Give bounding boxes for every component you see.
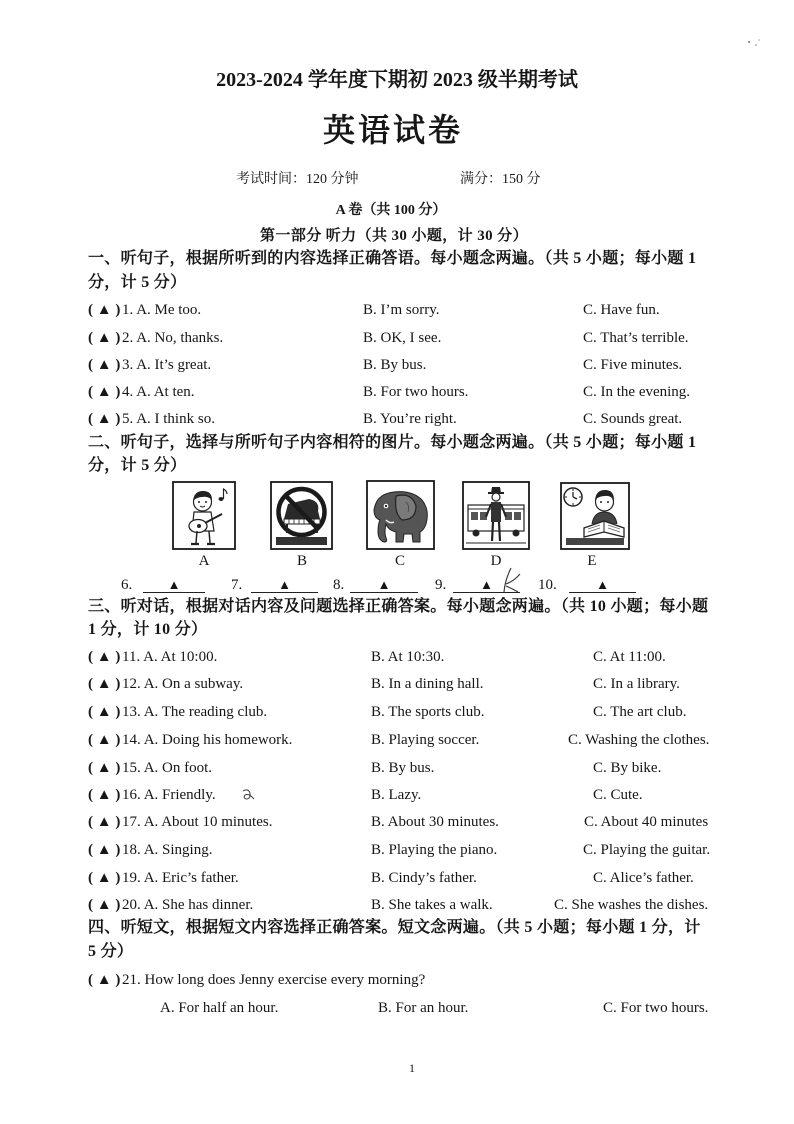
question-stem [122, 648, 217, 666]
answer-underline-blank: ▲ [569, 576, 636, 593]
option-a: A. On foot. [143, 760, 213, 776]
question-row [0, 786, 794, 804]
section3-heading-continued: 1 分，计 10 分） [88, 621, 208, 638]
question-stem [122, 731, 292, 749]
question-stem [122, 703, 267, 721]
question-options-row [0, 999, 794, 1017]
question-row [0, 971, 794, 989]
answer-blank: ( ▲ ) [88, 704, 121, 720]
question-text: How long does Jenny exercise every morning? [144, 972, 426, 988]
scan-speck-marks [744, 36, 764, 50]
question-row [0, 356, 794, 374]
question-row [0, 759, 794, 777]
picture-c-elephant [366, 480, 435, 550]
question-number: 17. [122, 814, 141, 830]
question-stem [122, 896, 253, 914]
question-stem [122, 869, 239, 887]
question-row [0, 383, 794, 401]
option-a: A. Eric’s father. [143, 870, 239, 886]
picture-e-child-reading-with-clock [560, 482, 630, 550]
picture-label: E [587, 553, 597, 569]
option-b: B. OK, I see. [363, 330, 442, 346]
option-c: C. Sounds great. [583, 411, 683, 427]
question-number: 13. [122, 704, 141, 720]
option-a: A. Doing his homework. [143, 732, 293, 748]
question-number: 4. [122, 384, 134, 400]
volume-heading: A 卷（共 100 分） [335, 203, 447, 218]
option-c: C. About 40 minutes [584, 814, 709, 830]
option-a: A. On a subway. [143, 676, 244, 692]
option-c: C. Have fun. [583, 302, 660, 318]
option-b: B. At 10:30. [371, 649, 445, 665]
question-stem [122, 301, 201, 319]
question-stem [122, 356, 211, 374]
question-row [0, 841, 794, 859]
question-row [0, 301, 794, 319]
question-number: 2. [122, 330, 134, 346]
page-number: 1 [409, 1061, 415, 1075]
section4-heading: 四、听短文，根据短文内容选择正确答案。短文念两遍。（共 5 小题；每小题 1 分，计 [88, 919, 701, 936]
option-a: A. Singing. [143, 842, 213, 858]
option-b: B. In a dining hall. [371, 676, 484, 692]
option-c: C. Five minutes. [583, 357, 683, 373]
option-a: A. She has dinner. [143, 897, 254, 913]
question-number: 14. [122, 732, 141, 748]
option-c: C. By bike. [593, 760, 662, 776]
picture-label: B [296, 553, 307, 569]
picture-b-no-piano-sign [270, 481, 333, 550]
answer-blank: ( ▲ ) [88, 787, 121, 803]
picture-a-boy-playing-guitar [172, 481, 236, 550]
question-row [0, 731, 794, 749]
option-c: C. That’s terrible. [583, 330, 689, 346]
section1-heading-continued: 分，计 5 分） [88, 274, 187, 291]
option-c: C. For two hours. [603, 1000, 709, 1016]
answer-blank: ( ▲ ) [88, 411, 121, 427]
option-a: A. About 10 minutes. [143, 814, 273, 830]
question-row [0, 648, 794, 666]
question-stem [122, 675, 243, 693]
option-a: A. I think so. [136, 411, 215, 427]
question-stem [122, 813, 272, 831]
answer-number: 9. [435, 577, 447, 593]
answer-number: 8. [333, 577, 345, 593]
option-b: B. Cindy’s father. [371, 870, 477, 886]
answer-blank: ( ▲ ) [88, 676, 121, 692]
question-stem [122, 759, 212, 777]
exam-title: 2023-2024 学年度下期初 2023 级半期考试 [216, 69, 578, 91]
option-a: A. The reading club. [143, 704, 268, 720]
answer-underline-blank: ▲ [350, 576, 418, 593]
part-heading: 第一部分 听力（共 30 小题，计 30 分） [260, 228, 528, 244]
option-c: C. Washing the clothes. [568, 732, 710, 748]
option-b: B. About 30 minutes. [371, 814, 499, 830]
full-score-info: 满分：150 分 [460, 172, 541, 187]
question-row [0, 813, 794, 831]
question-row [0, 675, 794, 693]
question-stem [122, 383, 195, 401]
answer-blank: ( ▲ ) [88, 870, 121, 886]
answer-blank: ( ▲ ) [88, 302, 121, 318]
option-c: C. She washes the dishes. [554, 897, 709, 913]
question-number: 12. [122, 676, 141, 692]
option-c: C. Playing the guitar. [583, 842, 711, 858]
option-a: A. At ten. [136, 384, 195, 400]
section3-heading: 三、听对话，根据对话内容及问题选择正确答案。每小题念两遍。（共 10 小题；每小题 [88, 598, 709, 615]
question-number: 11. [122, 649, 141, 665]
section4-heading-continued: 5 分） [88, 943, 134, 960]
question-row [0, 896, 794, 914]
question-number: 3. [122, 357, 134, 373]
question-stem [122, 841, 212, 859]
answer-blank: ( ▲ ) [88, 842, 121, 858]
option-b: B. You’re right. [363, 411, 457, 427]
picture-label: D [490, 553, 502, 569]
option-a: A. At 10:00. [143, 649, 218, 665]
option-a: A. For half an hour. [160, 1000, 279, 1016]
section2-heading-continued: 分，计 5 分） [88, 457, 187, 474]
option-a: A. No, thanks. [136, 330, 224, 346]
option-b: B. I’m sorry. [363, 302, 440, 318]
question-row [0, 410, 794, 428]
answer-blank: ( ▲ ) [88, 384, 121, 400]
option-c: C. In the evening. [583, 384, 691, 400]
question-number: 18. [122, 842, 141, 858]
question-number: 15. [122, 760, 141, 776]
question-number: 20. [122, 897, 141, 913]
question-number: 19. [122, 870, 141, 886]
question-number: 16. [122, 787, 141, 803]
answer-underline-blank: ▲ [143, 576, 205, 593]
answer-number: 7. [231, 577, 243, 593]
option-c: C. Alice’s father. [593, 870, 694, 886]
option-b: B. Lazy. [371, 787, 422, 803]
answer-blank: ( ▲ ) [88, 972, 121, 988]
answer-underline-blank: ▲ [453, 576, 520, 593]
answer-blank: ( ▲ ) [88, 732, 121, 748]
option-b: B. She takes a walk. [371, 897, 493, 913]
option-b: B. Playing soccer. [371, 732, 480, 748]
question-stem [122, 329, 223, 347]
pencil-mark [240, 787, 258, 803]
option-b: B. The sports club. [371, 704, 485, 720]
picture-label: A [198, 553, 210, 569]
option-c: C. At 11:00. [593, 649, 666, 665]
picture-d-man-by-building [462, 481, 530, 550]
picture-answer-line [0, 576, 794, 594]
answer-blank: ( ▲ ) [88, 814, 121, 830]
answer-blank: ( ▲ ) [88, 760, 121, 776]
option-b: B. For two hours. [363, 384, 469, 400]
answer-blank: ( ▲ ) [88, 357, 121, 373]
exam-time-info: 考试时间：120 分钟 [236, 172, 359, 187]
option-c: C. In a library. [593, 676, 680, 692]
option-a: A. Me too. [136, 302, 202, 318]
question-number: 5. [122, 411, 134, 427]
question-row [0, 703, 794, 721]
question-number: 21. [122, 972, 141, 988]
answer-blank: ( ▲ ) [88, 649, 121, 665]
question-stem [122, 410, 215, 428]
option-a: A. It’s great. [136, 357, 212, 373]
answer-number: 6. [121, 577, 133, 593]
picture-label: C [394, 553, 405, 569]
option-c: C. The art club. [593, 704, 687, 720]
answer-underline-blank: ▲ [251, 576, 318, 593]
question-row [0, 869, 794, 887]
question-stem [122, 971, 425, 989]
option-b: B. By bus. [363, 357, 427, 373]
option-b: B. By bus. [371, 760, 435, 776]
pencil-mark [496, 562, 526, 594]
option-b: B. Playing the piano. [371, 842, 498, 858]
option-b: B. For an hour. [378, 1000, 469, 1016]
section1-heading: 一、听句子，根据所听到的内容选择正确答语。每小题念两遍。（共 5 小题；每小题 1 [88, 250, 697, 267]
question-row [0, 329, 794, 347]
question-number: 1. [122, 302, 134, 318]
option-a: A. Friendly. [143, 787, 216, 803]
subject-title: 英语试卷 [322, 112, 463, 148]
answer-number: 10. [538, 577, 557, 593]
option-c: C. Cute. [593, 787, 643, 803]
answer-blank: ( ▲ ) [88, 330, 121, 346]
section2-heading: 二、听句子，选择与所听句子内容相符的图片。每小题念两遍。（共 5 小题；每小题 1 [88, 434, 697, 451]
question-stem [122, 786, 216, 804]
answer-blank: ( ▲ ) [88, 897, 121, 913]
